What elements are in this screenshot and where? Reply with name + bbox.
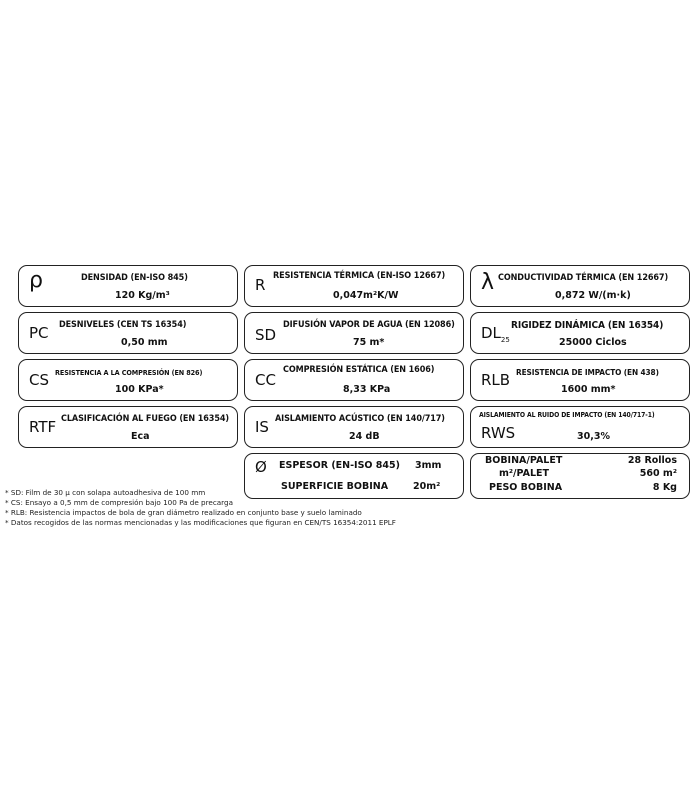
card-rigidez [470,312,690,354]
cc-symbol: CC [255,371,276,389]
pc-symbol: PC [29,324,49,342]
footnote-cs: * CS: Ensayo a 0,5 mm de compresión bajo 100 Pa de precarga [5,498,233,507]
thermal-resistance-symbol: R [255,276,266,294]
card-label: RIGIDEZ DINÁMICA (EN 16354) [511,320,664,331]
card-value: 0,047m²K/W [333,290,399,301]
card-label: CONDUCTIVIDAD TÉRMICA (EN 12667) [498,273,669,283]
card-difusion [244,312,464,354]
card-label: DESNIVELES (CEN TS 16354) [59,320,187,330]
peso-bobina-label: PESO BOBINA [489,482,563,493]
card-acustico [244,406,464,448]
card-value: 0,872 W/(m·k) [555,290,631,301]
sd-symbol: SD [255,326,277,344]
bobina-palet-label: BOBINA/PALET [485,455,563,466]
card-ruido-impacto [470,406,690,448]
card-value: 8,33 KPa [343,384,391,395]
footnote-datos: * Datos recogidos de las normas mencionadas y las modificaciones que figuran en CEN/TS 16354:2011 EPLF [5,518,396,527]
card-conductividad [470,265,690,307]
cs-symbol: CS [29,371,49,389]
card-value: 100 KPa* [115,384,164,395]
bobina-palet-value: 28 Rollos [627,455,677,466]
card-compresion-estatica [244,359,464,401]
espesor-label: ESPESOR (EN-ISO 845) [279,460,400,471]
footnotes [5,488,565,528]
is-symbol: IS [255,418,269,436]
superficie-label: SUPERFICIE BOBINA [281,481,389,492]
rws-symbol: RWS [481,424,516,442]
density-symbol: ρ [29,268,43,293]
superficie-value: 20m² [413,481,441,492]
rlb-symbol: RLB [481,371,511,389]
card-densidad [18,265,238,307]
dl-symbol-main: DL [481,324,501,342]
peso-bobina-value: 8 Kg [652,482,677,493]
diameter-symbol: Ø [255,458,267,476]
card-value: 30,3% [577,431,610,442]
m2-palet-value: 560 m² [639,468,677,479]
card-label: AISLAMIENTO ACÚSTICO (EN 140/717) [275,414,445,424]
card-value: 75 m* [353,337,385,348]
conductivity-symbol: λ [481,270,495,295]
card-resistencia-termica [244,265,464,307]
espesor-value: 3mm [415,460,442,471]
card-label: RESISTENCIA A LA COMPRESIÓN (EN 826) [55,368,203,377]
card-value: 1600 mm* [561,384,616,395]
m2-palet-label: m²/PALET [499,468,549,479]
card-label: COMPRESIÓN ESTÁTICA (EN 1606) [283,365,435,375]
footnote-sd: * SD: Film de 30 µ con solapa autoadhesiva de 100 mm [5,488,206,497]
card-label: AISLAMIENTO AL RUIDO DE IMPACTO (EN 140/717-1) [479,411,655,419]
card-impacto [470,359,690,401]
card-label: DENSIDAD (EN-ISO 845) [81,273,188,283]
card-label: CLASIFICACIÓN AL FUEGO (EN 16354) [61,414,230,424]
card-value: 25000 Ciclos [559,337,627,348]
card-compresion [18,359,238,401]
card-desniveles [18,312,238,354]
card-value: 24 dB [349,431,380,442]
card-label: RESISTENCIA DE IMPACTO (EN 438) [516,367,659,377]
card-label: RESISTENCIA TÉRMICA (EN-ISO 12667) [273,271,446,281]
dl-symbol [481,324,510,344]
footnote-rlb: * RLB: Resistencia impactos de bola de gran diámetro realizado en conjunto base y suelo laminado [5,508,362,517]
dl-symbol-sub: 25 [500,336,510,344]
card-fuego [18,406,238,448]
card-value: Eca [131,431,150,442]
rtf-symbol: RTF [29,418,57,436]
card-label: DIFUSIÓN VAPOR DE AGUA (EN 12086) [283,320,455,330]
card-value: 0,50 mm [121,337,168,348]
card-value: 120 Kg/m³ [115,290,170,301]
